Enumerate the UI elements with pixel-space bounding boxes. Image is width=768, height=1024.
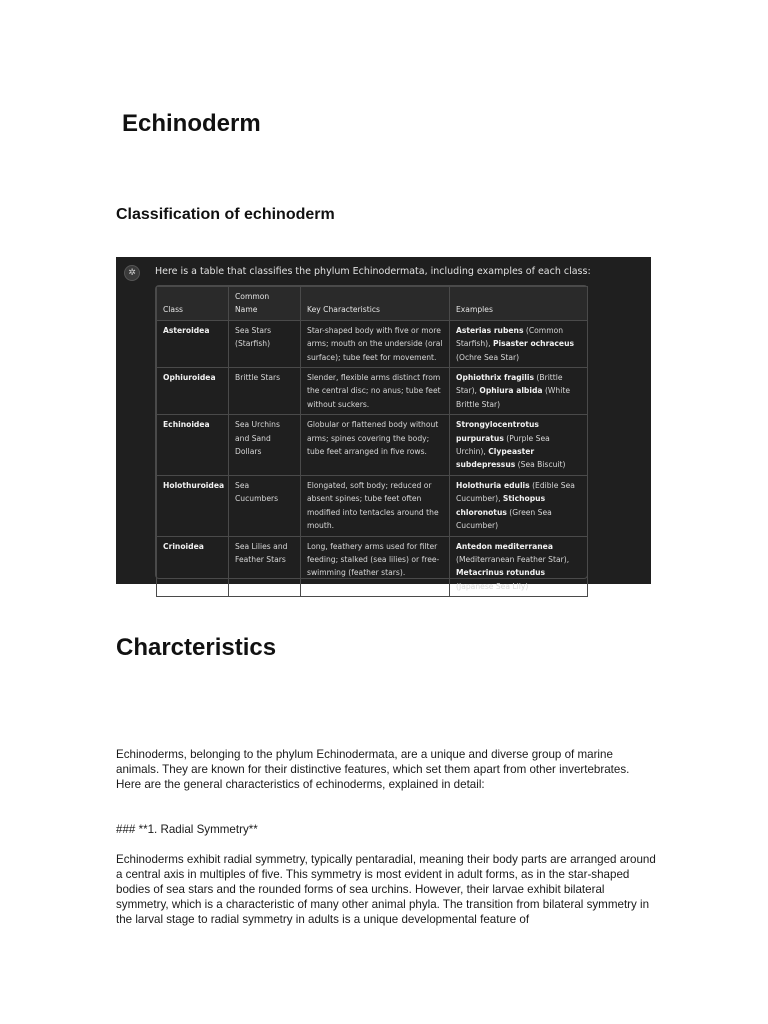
scientific-name: Antedon mediterranea (456, 541, 553, 551)
classification-table-frame (155, 285, 588, 591)
key-characteristics-cell: Globular or flattened body without arms; spines covering the body; tube feet arranged in five rows. (301, 415, 450, 476)
classification-table (156, 286, 588, 597)
common-name-cell: Sea Cucumbers (229, 475, 301, 536)
example-common-name: (Purple Sea Urchin), (456, 433, 550, 457)
common-name-cell: Brittle Stars (229, 368, 301, 415)
subheading-radial-symmetry: ### **1. Radial Symmetry** (116, 823, 258, 836)
table-row (157, 475, 588, 536)
classification-table-image (116, 257, 651, 591)
scientific-name: Pisaster ochraceus (492, 339, 575, 349)
key-characteristics-cell: Long, feathery arms used for filter feeding; stalked (sea lilies) or free-swimming (feather stars). (301, 536, 450, 597)
column-header-class: Class (157, 287, 229, 321)
example-common-name: (White Brittle Star) (456, 386, 570, 409)
examples-cell (450, 536, 588, 597)
scientific-name: Stichopus chloronotus (456, 494, 546, 517)
common-name-cell: Sea Lilies and Feather Stars (229, 536, 301, 597)
class-cell: Holothuroidea (157, 475, 229, 536)
class-cell: Asteroidea (157, 320, 229, 367)
key-characteristics-cell: Star-shaped body with five or more arms; mouth on the underside (oral surface); tube feet for movement. (301, 320, 450, 367)
class-cell: Ophiuroidea (157, 368, 229, 415)
table-header-row (157, 287, 588, 321)
table-row (157, 368, 588, 415)
table-intro-text: Here is a table that classifies the phylum Echinodermata, including examples of each class: (155, 266, 591, 277)
scientific-name: Asterias rubens (456, 325, 524, 335)
table-row (157, 536, 588, 597)
intro-paragraph: Echinoderms, belonging to the phylum Echinodermata, are a unique and diverse group of marine animals. They are known for their distinctive features, which set them apart from other invertebrates. Here are the general characteristics of echinoderms, explained in detail: (116, 748, 630, 791)
example-common-name: (Edible Sea Cucumber), (456, 480, 575, 504)
example-common-name: (Green Sea Cucumber) (456, 507, 552, 531)
example-common-name: (Common Starfish), (456, 325, 564, 349)
scientific-name: Clypeaster subdepressus (456, 447, 535, 470)
section-heading-classification: Classification of echinoderm (116, 206, 335, 223)
examples-cell (450, 415, 588, 476)
examples-cell (450, 320, 588, 367)
section-heading-characteristics: Charcteristics (116, 634, 277, 661)
example-common-name: (Japanese Sea Lily) (456, 581, 529, 591)
openai-logo-icon: ✲ (124, 265, 140, 281)
example-common-name: (Ochre Sea Star) (456, 352, 520, 362)
table-row (157, 415, 588, 476)
example-common-name: (Sea Biscuit) (515, 460, 566, 470)
examples-cell (450, 368, 588, 415)
scientific-name: Strongylocentrotus purpuratus (456, 420, 539, 443)
class-cell: Echinoidea (157, 415, 229, 476)
scientific-name: Ophiura albida (479, 386, 543, 396)
scientific-name: Ophiothrix fragilis (456, 373, 534, 383)
page-title: Echinoderm (122, 110, 261, 137)
table-row (157, 320, 588, 367)
examples-cell (450, 475, 588, 536)
class-cell: Crinoidea (157, 536, 229, 597)
radial-symmetry-paragraph: Echinoderms exhibit radial symmetry, typically pentaradial, meaning their body parts are arranged around a central axis in multiples of five. This symmetry is most evident in adult forms, as in the star-shaped bodies of sea stars and the rounded forms of sea urchins. However, their larvae exhibit bilateral symmetry, which is a characteristic of many other animal phyla. The transition from bilateral symmetry in the larval stage to radial symmetry in adults is a unique developmental feature of (116, 853, 656, 926)
column-header-common-name: Common Name (229, 287, 301, 321)
scientific-name: Holothuria edulis (456, 480, 530, 490)
scientific-name: Metacrinus rotundus (456, 568, 546, 578)
example-common-name: (Brittle Star), (456, 373, 563, 396)
column-header-key-characteristics: Key Characteristics (301, 287, 450, 321)
common-name-cell: Sea Stars (Starfish) (229, 320, 301, 367)
example-common-name: (Mediterranean Feather Star), (456, 554, 570, 564)
common-name-cell: Sea Urchins and Sand Dollars (229, 415, 301, 476)
key-characteristics-cell: Elongated, soft body; reduced or absent spines; tube feet often modified into tentacles around the mouth. (301, 475, 450, 536)
key-characteristics-cell: Slender, flexible arms distinct from the central disc; no anus; tube feet without suckers. (301, 368, 450, 415)
column-header-examples: Examples (450, 287, 588, 321)
